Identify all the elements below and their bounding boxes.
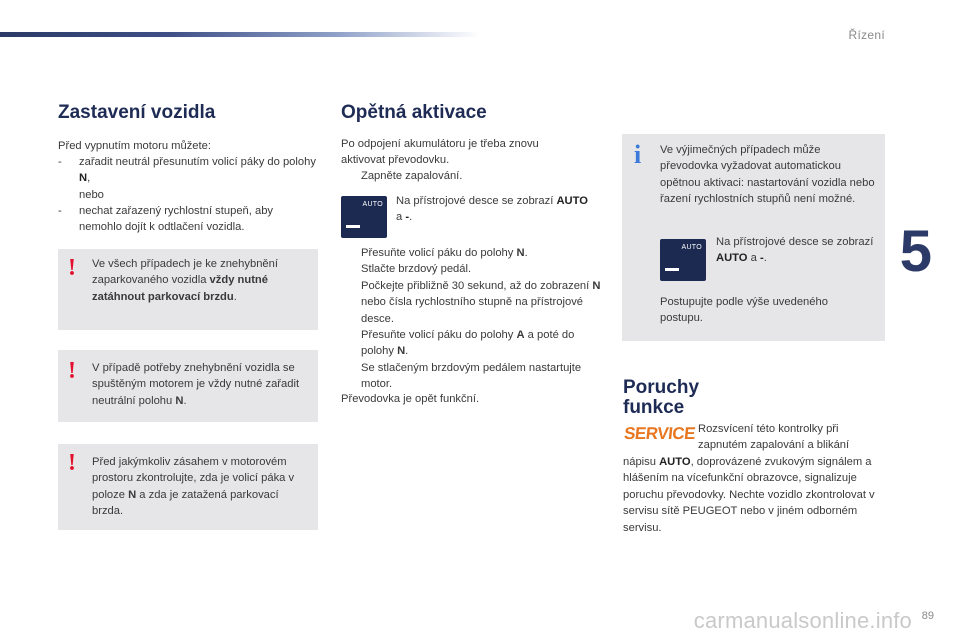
step-text: Počkejte přibližně 30 sekund, až do zobrazení bbox=[361, 279, 593, 292]
header-bar bbox=[0, 32, 480, 37]
note-after: . bbox=[763, 252, 767, 265]
step-bold-2: N bbox=[397, 345, 406, 358]
stop-intro: Před vypnutím motoru můžete: bbox=[58, 140, 211, 152]
fault-title-line-1: Poruchy bbox=[623, 377, 700, 398]
auto-label: AUTO bbox=[681, 244, 702, 251]
dash-bar bbox=[346, 225, 360, 228]
item-after: , bbox=[87, 172, 91, 185]
item-text: zařadit neutrál přesunutím volicí páky do polohy bbox=[79, 156, 316, 168]
info-dash-note bbox=[716, 234, 876, 267]
info-closing: Postupujte podle výše uvedeného postupu. bbox=[660, 296, 828, 325]
fault-title-line-2: funkce bbox=[623, 397, 685, 418]
warning-box-3 bbox=[58, 444, 318, 530]
watermark: carmanualsonline.info bbox=[693, 608, 912, 633]
warning-text-after: . bbox=[233, 290, 237, 303]
warning-text bbox=[92, 360, 310, 409]
step-text: Zapněte zapalování. bbox=[361, 170, 463, 182]
note-dash: - bbox=[405, 211, 410, 224]
warning-icon: ! bbox=[68, 450, 76, 476]
stop-vehicle-title: Zastavení vozidla bbox=[58, 102, 216, 123]
warning-text-after: a zda je zatažená parkovací brzda. bbox=[92, 488, 279, 518]
warning-icon: ! bbox=[68, 358, 76, 384]
item-bold: N bbox=[79, 172, 88, 185]
fault-text-a: Rozsvícení této kontrolky při zapnutém zapalování a blikání bbox=[698, 423, 850, 452]
fault-text-b bbox=[623, 454, 887, 536]
reactivation-step-ignition bbox=[341, 168, 606, 184]
note-pre: Na přístrojové desce se zobrazí bbox=[396, 195, 557, 207]
fault-title bbox=[623, 378, 699, 418]
note-pre: Na přístrojové desce se zobrazí bbox=[716, 236, 874, 248]
fault-text-pre: nápisu bbox=[623, 456, 660, 468]
stop-item-or: nebo bbox=[79, 189, 104, 201]
reactivation-steps bbox=[341, 245, 606, 393]
info-text: Ve výjimečných případech může převodovka vyžadovat automatickou opětnou aktivaci: nastartování vozidla nebo řazení rychlostních stupňů není možné. bbox=[660, 144, 875, 206]
dash-mark: - bbox=[58, 156, 62, 168]
reactivation-title: Opětná aktivace bbox=[341, 102, 487, 123]
step-bold: N bbox=[592, 279, 601, 292]
dash-bar bbox=[665, 268, 679, 271]
step-row bbox=[341, 278, 606, 327]
fault-text-bold: AUTO bbox=[659, 456, 691, 468]
step-after: nebo čísla rychlostního stupně na přístrojové desce. bbox=[361, 296, 584, 325]
step-row bbox=[341, 360, 606, 393]
warning-box-1 bbox=[58, 249, 318, 330]
service-warning-light-icon: SERVICE bbox=[623, 424, 696, 443]
instrument-panel-display bbox=[660, 239, 706, 281]
warning-text-plain: Před jakýmkoliv zásahem v motorovém prostoru zkontrolujte, zda je volicí páka v poloze bbox=[92, 456, 295, 501]
step-text: Se stlačeným brzdovým pedálem nastartujte motor. bbox=[361, 361, 582, 391]
note-mid: a bbox=[396, 211, 406, 224]
step-after: a poté do polohy bbox=[361, 329, 575, 358]
warning-text-bold: vždy nutné zatáhnout parkovací brzdu bbox=[92, 274, 268, 303]
warning-text bbox=[92, 454, 310, 520]
step-text: Stlačte brzdový pedál. bbox=[361, 263, 472, 276]
chapter-number: 5 bbox=[899, 219, 932, 284]
stop-item-1 bbox=[58, 154, 318, 187]
warning-text bbox=[92, 256, 310, 305]
step-bold: N bbox=[516, 247, 525, 259]
step-text: Přesuňte volicí páku do polohy bbox=[361, 247, 517, 259]
fault-text-after: , doprovázené zvukovým signálem a hlášením na vícefunkční obrazovce, signalizuje poruchu převodovky. Nechte vozidlo zkontrolovat v servisu sítě PEUGEOT nebo v jiném odborném servisu. bbox=[623, 456, 875, 534]
note-bold: AUTO bbox=[716, 252, 748, 265]
step-after: . bbox=[524, 247, 528, 259]
info-icon: i bbox=[634, 140, 642, 169]
warning-icon: ! bbox=[68, 255, 76, 281]
section-title: Řízení bbox=[848, 28, 885, 42]
item-text: nechat zařazený rychlostní stupeň, aby nemohlo dojít k odtlačení vozidla. bbox=[79, 205, 274, 234]
warning-text-after: . bbox=[183, 394, 187, 407]
step-row bbox=[341, 168, 606, 184]
note-dash: - bbox=[759, 252, 764, 265]
step-row bbox=[341, 245, 606, 261]
step-bold: A bbox=[516, 329, 525, 342]
page-number: 89 bbox=[921, 610, 934, 622]
step-text: Přesuňte volicí páku do polohy bbox=[361, 329, 517, 342]
dash-mark: - bbox=[58, 205, 62, 217]
reactivation-closing: Převodovka je opět funkční. bbox=[341, 393, 480, 405]
warning-text-bold: N bbox=[128, 488, 137, 501]
info-box bbox=[622, 134, 885, 341]
warning-box-2 bbox=[58, 350, 318, 422]
stop-item-2 bbox=[58, 203, 318, 236]
dash-note bbox=[396, 193, 596, 226]
step-row bbox=[341, 261, 606, 277]
reactivation-intro: Po odpojení akumulátoru je třeba znovu aktivovat převodovku. bbox=[341, 138, 539, 167]
warning-text-plain: Ve všech případech je ke znehybnění zaparkovaného vozidla bbox=[92, 258, 278, 287]
note-mid: a bbox=[747, 252, 760, 265]
auto-label: AUTO bbox=[362, 201, 383, 208]
warning-text-plain: V případě potřeby znehybnění vozidla se spuštěným motorem je vždy nutné zařadit neutrální polohu bbox=[92, 362, 300, 407]
note-bold: AUTO bbox=[556, 195, 588, 207]
note-after: . bbox=[409, 211, 413, 224]
step-after-2: . bbox=[405, 345, 409, 358]
step-row bbox=[341, 327, 606, 360]
instrument-panel-display bbox=[341, 196, 387, 238]
warning-text-bold: N bbox=[175, 394, 184, 407]
